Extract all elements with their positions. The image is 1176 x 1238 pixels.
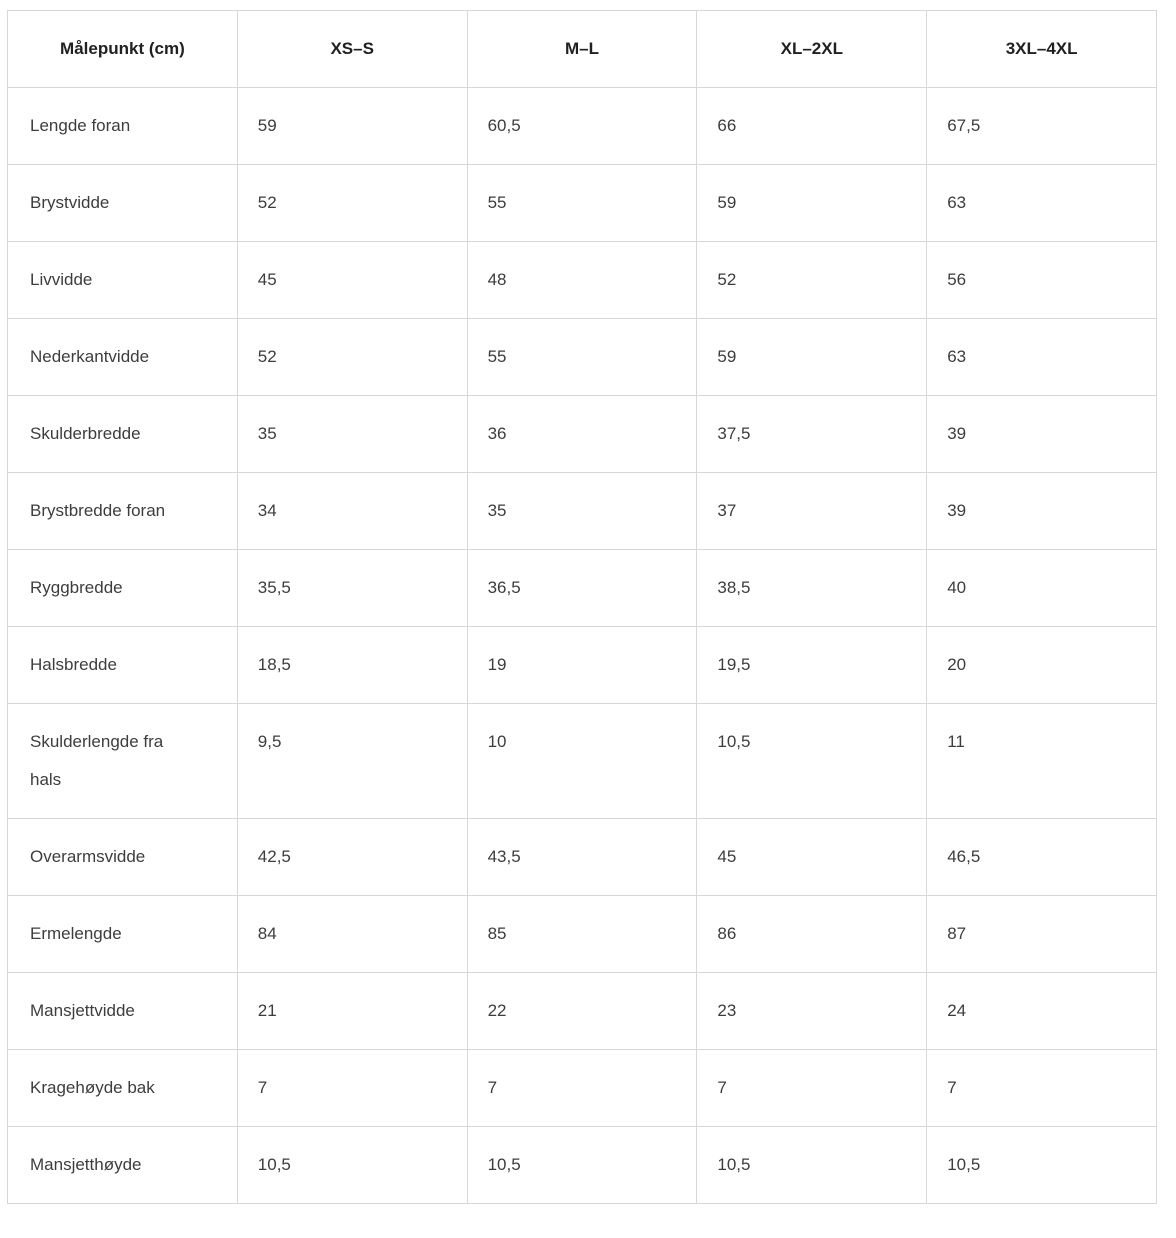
measurement-value: 48 [467,242,697,319]
measurement-value: 56 [927,242,1157,319]
measurement-value: 19 [467,627,697,704]
column-header-size: XL–2XL [697,11,927,88]
measurement-value: 34 [237,473,467,550]
measurement-value: 84 [237,896,467,973]
measurement-label: Livvidde [8,242,238,319]
measurement-label: Skulderlengde fra hals [8,704,238,819]
measurement-value: 10,5 [697,1127,927,1204]
measurement-value: 37 [697,473,927,550]
measurement-value: 59 [237,88,467,165]
table-header [8,11,1157,88]
measurement-value: 42,5 [237,819,467,896]
measurement-label: Kragehøyde bak [8,1050,238,1127]
table-row [8,704,1157,819]
measurement-value: 7 [237,1050,467,1127]
table-row [8,88,1157,165]
measurement-value: 43,5 [467,819,697,896]
measurement-value: 40 [927,550,1157,627]
measurement-value: 45 [237,242,467,319]
measurement-value: 63 [927,165,1157,242]
table-row [8,1050,1157,1127]
measurement-label: Brystvidde [8,165,238,242]
measurement-value: 35 [237,396,467,473]
measurement-value: 66 [697,88,927,165]
measurement-label: Halsbredde [8,627,238,704]
measurement-value: 22 [467,973,697,1050]
table-row [8,396,1157,473]
measurement-value: 7 [467,1050,697,1127]
column-header-size: 3XL–4XL [927,11,1157,88]
column-header-size: M–L [467,11,697,88]
measurement-label: Lengde foran [8,88,238,165]
column-header-size: XS–S [237,11,467,88]
measurement-value: 36 [467,396,697,473]
measurement-label: Overarmsvidde [8,819,238,896]
measurement-value: 55 [467,165,697,242]
measurement-value: 67,5 [927,88,1157,165]
measurement-value: 19,5 [697,627,927,704]
measurement-value: 60,5 [467,88,697,165]
measurement-value: 10,5 [697,704,927,819]
measurement-label: Nederkantvidde [8,319,238,396]
measurement-value: 39 [927,473,1157,550]
column-header-measurement: Målepunkt (cm) [8,11,238,88]
measurement-value: 10 [467,704,697,819]
measurement-value: 55 [467,319,697,396]
measurement-label: Skulderbredde [8,396,238,473]
table-row [8,973,1157,1050]
size-chart-table [7,10,1157,1204]
measurement-label: Ryggbredde [8,550,238,627]
table-row [8,627,1157,704]
header-row [8,11,1157,88]
table-row [8,165,1157,242]
measurement-value: 63 [927,319,1157,396]
measurement-value: 20 [927,627,1157,704]
measurement-value: 11 [927,704,1157,819]
measurement-value: 10,5 [927,1127,1157,1204]
measurement-value: 59 [697,319,927,396]
table-row [8,896,1157,973]
measurement-value: 46,5 [927,819,1157,896]
measurement-value: 35,5 [237,550,467,627]
table-row [8,550,1157,627]
measurement-value: 39 [927,396,1157,473]
measurement-value: 52 [237,165,467,242]
measurement-value: 85 [467,896,697,973]
measurement-label: Mansjettvidde [8,973,238,1050]
table-row [8,242,1157,319]
measurement-label: Brystbredde foran [8,473,238,550]
measurement-value: 10,5 [237,1127,467,1204]
table-body [8,88,1157,1204]
measurement-value: 37,5 [697,396,927,473]
measurement-value: 21 [237,973,467,1050]
measurement-value: 38,5 [697,550,927,627]
table-row [8,1127,1157,1204]
table-row [8,819,1157,896]
measurement-value: 52 [697,242,927,319]
measurement-value: 45 [697,819,927,896]
table-row [8,473,1157,550]
measurement-value: 7 [697,1050,927,1127]
measurement-value: 24 [927,973,1157,1050]
measurement-value: 36,5 [467,550,697,627]
measurement-value: 59 [697,165,927,242]
measurement-label: Ermelengde [8,896,238,973]
measurement-value: 35 [467,473,697,550]
measurement-value: 86 [697,896,927,973]
table-row [8,319,1157,396]
measurement-value: 10,5 [467,1127,697,1204]
measurement-value: 23 [697,973,927,1050]
measurement-value: 9,5 [237,704,467,819]
measurement-value: 18,5 [237,627,467,704]
measurement-value: 52 [237,319,467,396]
measurement-value: 87 [927,896,1157,973]
measurement-label: Mansjetthøyde [8,1127,238,1204]
measurement-value: 7 [927,1050,1157,1127]
